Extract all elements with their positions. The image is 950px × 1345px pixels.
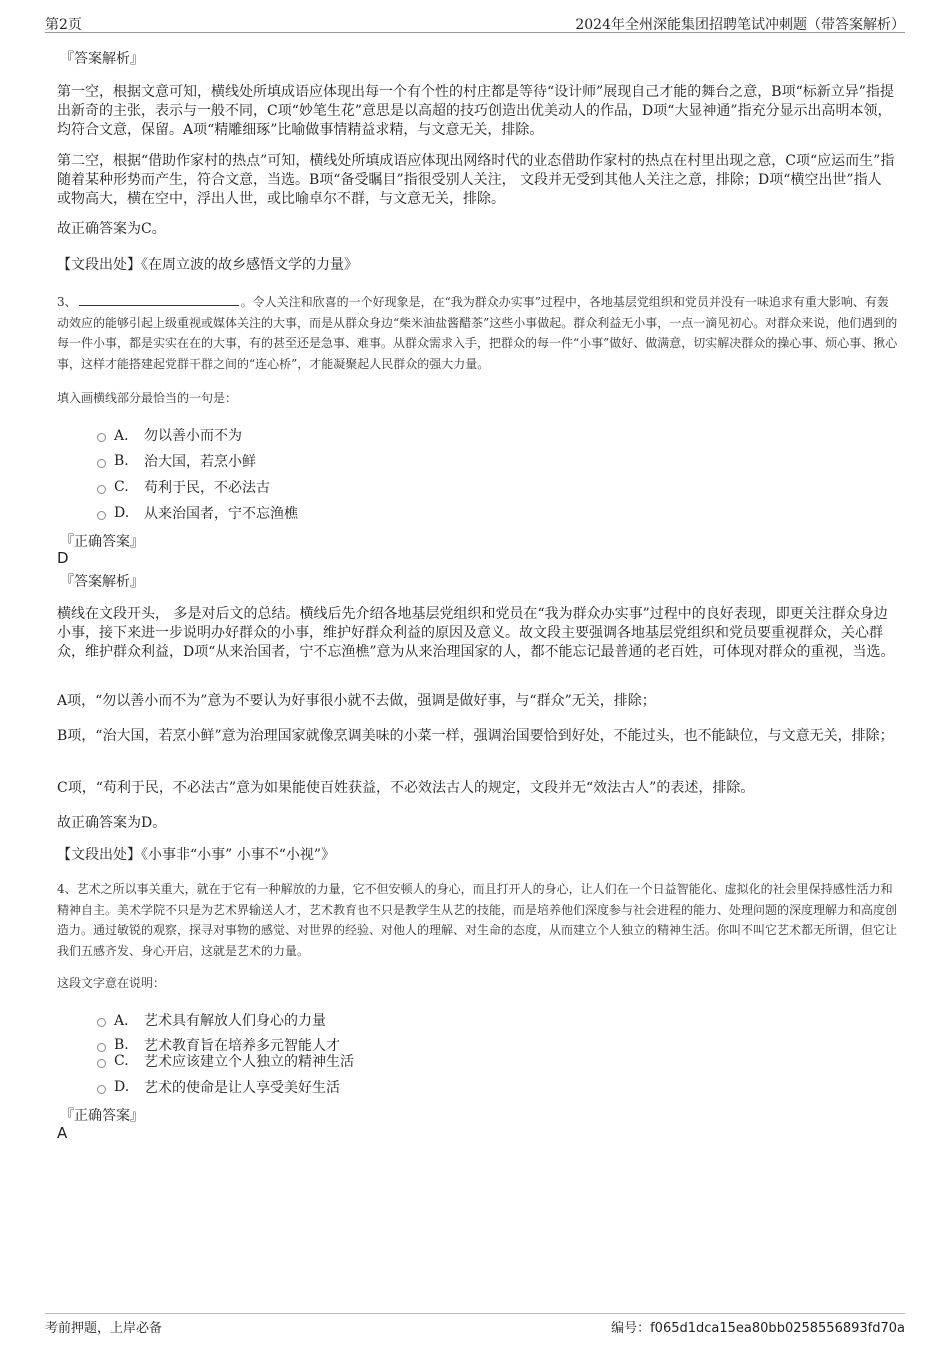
analysis-paragraph: B项，“治大国，若烹小鲜”意为治理国家就像烹调美味的小菜一样，强调治国要恰到好处，不能过头，也不能缺位，与文意无关，排除； [57, 728, 894, 744]
footer-slogan: 考前押题，上岸必备 [45, 1321, 163, 1336]
analysis-label: 『答案解析』 [60, 574, 144, 590]
conclusion: 故正确答案为D。 [57, 815, 167, 831]
question-prompt: 填入画横线部分最恰当的一句是： [57, 391, 238, 405]
analysis-paragraph: 横线在文段开头， 多是对后文的总结。横线后先介绍各地基层党组织和党员在“我为群众办实事”过程中的良好表现，即更关注群众身边小事，接下来进一步说明办好群众的小事，维护好群众利益的原因及意义。故文段主要强调各地基层党组织和党员要重视群众，关心群众，维护群众利益，D项“从来治国者，宁不忘渔樵”意为从来治理国家的人，都不能忘记最普通的老百姓，可体现对群众的重视，当选。 [57, 606, 895, 660]
correct-answer-label: 『正确答案』 [60, 534, 144, 550]
radio-icon[interactable] [97, 459, 106, 468]
correct-answer-label: 『正确答案』 [60, 1108, 144, 1124]
document-code: 编号：f065d1dca15ea80bb0258556893fd70a [611, 1321, 905, 1336]
option-a[interactable]: A． 艺术具有解放人们身心的力量 [97, 1010, 326, 1030]
page-number: 第2页 [45, 17, 82, 33]
correct-answer: A [57, 1124, 68, 1142]
analysis-paragraph: C项，“苟利于民，不必法古”意为如果能使百姓获益，不必效法古人的规定，文段并无“效法古人”的表述，排除。 [57, 780, 755, 796]
analysis-paragraph: 第一空，根据文意可知，横线处所填成语应体现出每一个有个性的村庄都是等待“设计师”展现自己才能的舞台之意，B项“标新立异”指提出新奇的主张，表示与一般不同，C项“妙笔生花”意思是以高超的技巧创造出优美动人的作品，D项“大显神通”指充分显示出高明本领，均符合文意，保留。A项“精雕细琢”比喻做事情精益求精，与文意无关，排除。 [57, 84, 894, 138]
conclusion: 故正确答案为C。 [57, 221, 166, 237]
document-title: 2024年全州深能集团招聘笔试冲刺题（带答案解析） [575, 17, 905, 33]
radio-icon[interactable] [97, 1018, 106, 1027]
radio-icon[interactable] [97, 485, 106, 494]
source-citation: 【文段出处】《在周立波的故乡感悟文学的力量》 [57, 257, 358, 273]
option-c[interactable]: C. 艺术应该建立个人独立的精神生活 [97, 1051, 354, 1071]
radio-icon[interactable] [97, 433, 106, 442]
analysis-paragraph: 第二空，根据“借助作家村的热点”可知，横线处所填成语应体现出网络时代的业态借助作家村的热点在村里出现之意，C项“应运而生”指随着某种形势而产生，符合文意，当选。B项“备受瞩目”指很受别人关注， 文段并无受到其他人关注之意，排除；D项“横空出世”指人或物高大，横在空中，浮出人世，或比喻卓尔不群，与文意无关，排除。 [57, 153, 895, 207]
option-b[interactable]: B. 艺术教育旨在培养多元智能人才 [97, 1035, 340, 1055]
analysis-label: 『答案解析』 [60, 51, 144, 67]
question-prompt: 这段文字意在说明： [57, 976, 166, 990]
option-c[interactable]: C. 苟利于民，不必法古 [97, 477, 270, 497]
option-b[interactable]: B. 治大国，若烹小鲜 [97, 451, 256, 471]
radio-icon[interactable] [97, 511, 106, 520]
question-number: 3、 [57, 295, 77, 309]
radio-icon[interactable] [97, 1059, 106, 1068]
question-text: 。令人关注和欣喜的一个好现象是，在“我为群众办实事”过程中，各地基层党组织和党员并没有一味追求有重大影响、有轰动效应的能够引起上级重视或媒体关注的大事，而是从群众身边“柴米油盐酱醋茶”这些小事做起。群众利益无小事，一点一滴见初心。对群众来说，他们遇到的每一件小事，都是实实在在的大事，有的甚至还是急事、难事。从群众需求入手，把群众的每一件“小事”做好、做满意，切实解决群众的操心事、烦心事、揪心事，这样才能搭建起党群干群之间的“连心桥”，才能凝聚起人民群众的强大力量。 [57, 295, 898, 371]
question-3-stem [57, 292, 899, 374]
page-footer [45, 1313, 905, 1336]
option-d[interactable]: D. 艺术的使命是让人享受美好生活 [97, 1077, 340, 1097]
option-d[interactable]: D. 从来治国者，宁不忘渔樵 [97, 503, 298, 523]
analysis-paragraph: A项，“勿以善小而不为”意为不要认为好事很小就不去做，强调是做好事，与“群众”无关，排除； [57, 693, 656, 709]
correct-answer: D [57, 549, 69, 567]
fill-blank-line [79, 294, 239, 306]
option-a[interactable]: A． 勿以善小而不为 [97, 425, 242, 445]
radio-icon[interactable] [97, 1085, 106, 1094]
question-4-stem: 4、艺术之所以事关重大，就在于它有一种解放的力量，它不但安顿人的身心，而且打开人的身心，让人们在一个日益智能化、虚拟化的社会里保持感性活力和精神自主。美术学院不只是为艺术界输送人才，艺术教育也不只是教学生从艺的技能，而是培养他们深度参与社会进程的能力、处理问题的深度理解力和高度创造力。通过敏锐的观察，探寻对事物的感觉、对世界的经验、对他人的理解、对生命的态度，从而建立个人独立的精神生活。你叫不叫它艺术都无所谓，但它让我们五感齐发、身心开启，这就是艺术的力量。 [57, 882, 898, 958]
source-citation: 【文段出处】《小事非“小事” 小事不“小视”》 [57, 847, 336, 863]
page-header [45, 12, 905, 33]
